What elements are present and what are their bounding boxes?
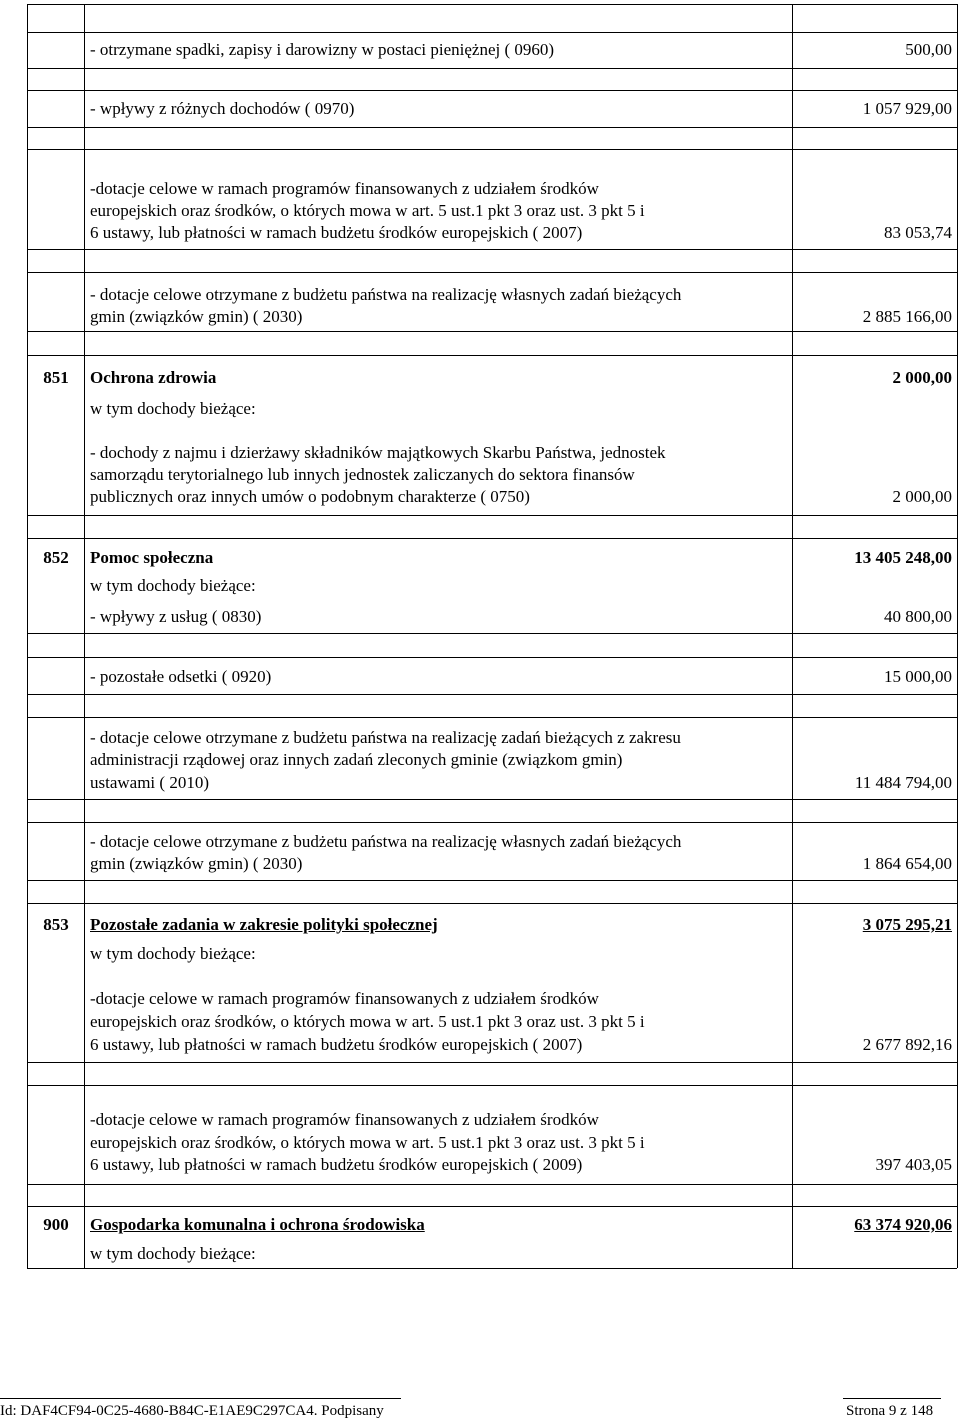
item-description-line: gmin (związków gmin) ( 2030) bbox=[90, 854, 303, 873]
row-divider bbox=[27, 272, 957, 273]
footer-rule-left bbox=[0, 1398, 401, 1399]
row-divider bbox=[27, 68, 957, 69]
item-description-line: 6 ustawy, lub płatności w ramach budżetu środków europejskich ( 2009) bbox=[90, 1155, 583, 1174]
section-code: 853 bbox=[43, 915, 69, 934]
item-description-line: publicznych oraz innych umów o podobnym charakterze ( 0750) bbox=[90, 487, 530, 506]
table-border-right bbox=[957, 4, 958, 1268]
item-amount: 500,00 bbox=[905, 40, 952, 59]
item-description-line: gmin (związków gmin) ( 2030) bbox=[90, 307, 303, 326]
row-divider bbox=[27, 90, 957, 91]
row-divider bbox=[27, 880, 957, 881]
row-divider bbox=[27, 249, 957, 250]
item-description-line: - dotacje celowe otrzymane z budżetu państwa na realizację zadań bieżących z zakresu bbox=[90, 728, 681, 747]
section-title: Pomoc społeczna bbox=[90, 548, 214, 567]
item-description-line: europejskich oraz środków, o których mowa w art. 5 ust.1 pkt 3 oraz ust. 3 pkt 5 i bbox=[90, 201, 645, 220]
footer-rule-right bbox=[843, 1398, 941, 1399]
item-amount: 2 000,00 bbox=[892, 487, 952, 506]
item-description-line: europejskich oraz środków, o których mowa w art. 5 ust.1 pkt 3 oraz ust. 3 pkt 5 i bbox=[90, 1133, 645, 1152]
section-subheading: w tym dochody bieżące: bbox=[90, 399, 256, 418]
section-amount: 63 374 920,06 bbox=[854, 1215, 952, 1234]
item-description-line: - dotacje celowe otrzymane z budżetu państwa na realizację własnych zadań bieżących bbox=[90, 832, 682, 851]
item-amount: 15 000,00 bbox=[884, 667, 952, 686]
table-border-left bbox=[27, 4, 28, 1268]
row-divider bbox=[27, 903, 957, 904]
item-description-line: -dotacje celowe w ramach programów finansowanych z udziałem środków bbox=[90, 989, 599, 1008]
row-divider bbox=[27, 4, 957, 5]
section-title: Ochrona zdrowia bbox=[90, 368, 217, 387]
item-description-line: samorządu terytorialnego lub innych jednostek zaliczanych do sektora finansów bbox=[90, 465, 635, 484]
item-amount: 2 885 166,00 bbox=[862, 307, 952, 326]
row-divider bbox=[27, 633, 957, 634]
item-amount: 1 057 929,00 bbox=[862, 99, 952, 118]
row-divider bbox=[27, 538, 957, 539]
section-amount: 2 000,00 bbox=[892, 368, 952, 387]
row-divider bbox=[27, 1184, 957, 1185]
section-subheading: w tym dochody bieżące: bbox=[90, 1244, 256, 1263]
item-description-line: - dochody z najmu i dzierżawy składników majątkowych Skarbu Państwa, jednostek bbox=[90, 443, 666, 462]
row-divider bbox=[27, 657, 957, 658]
item-amount: 11 484 794,00 bbox=[854, 773, 952, 792]
row-divider bbox=[27, 355, 957, 356]
item-description: - otrzymane spadki, zapisy i darowizny w postaci pieniężnej ( 0960) bbox=[90, 40, 555, 59]
item-amount: 397 403,05 bbox=[875, 1155, 952, 1174]
section-code: 900 bbox=[43, 1215, 69, 1234]
row-divider bbox=[27, 1268, 957, 1269]
section-amount: 3 075 295,21 bbox=[862, 915, 952, 934]
item-description: - pozostałe odsetki ( 0920) bbox=[90, 667, 272, 686]
section-code: 852 bbox=[43, 548, 69, 567]
row-divider bbox=[27, 694, 957, 695]
table-border-code-column bbox=[84, 4, 85, 1268]
item-amount: 2 677 892,16 bbox=[862, 1035, 952, 1054]
row-divider bbox=[27, 149, 957, 150]
row-divider bbox=[27, 717, 957, 718]
row-divider bbox=[27, 799, 957, 800]
row-divider bbox=[27, 1085, 957, 1086]
item-description-line: 6 ustawy, lub płatności w ramach budżetu środków europejskich ( 2007) bbox=[90, 223, 583, 242]
section-amount: 13 405 248,00 bbox=[854, 548, 952, 567]
item-description-line: europejskich oraz środków, o których mowa w art. 5 ust.1 pkt 3 oraz ust. 3 pkt 5 i bbox=[90, 1012, 645, 1031]
row-divider bbox=[27, 32, 957, 33]
item-description-line: -dotacje celowe w ramach programów finansowanych z udziałem środków bbox=[90, 1110, 599, 1129]
item-amount: 83 053,74 bbox=[884, 223, 952, 242]
item-description-line: -dotacje celowe w ramach programów finansowanych z udziałem środków bbox=[90, 179, 599, 198]
footer-page-number: Strona 9 z 148 bbox=[846, 1403, 934, 1419]
row-divider bbox=[27, 822, 957, 823]
table-border-amount-column bbox=[792, 4, 793, 1268]
row-divider bbox=[27, 515, 957, 516]
item-description-line: 6 ustawy, lub płatności w ramach budżetu środków europejskich ( 2007) bbox=[90, 1035, 583, 1054]
section-title: Gospodarka komunalna i ochrona środowiska bbox=[90, 1215, 425, 1234]
item-description-line: administracji rządowej oraz innych zadań zleconych gminie (związkom gmin) bbox=[90, 750, 623, 769]
item-amount: 1 864 654,00 bbox=[862, 854, 952, 873]
row-divider bbox=[27, 1206, 957, 1207]
section-title: Pozostałe zadania w zakresie polityki społecznej bbox=[90, 915, 438, 934]
item-description-line: ustawami ( 2010) bbox=[90, 773, 209, 792]
row-divider bbox=[27, 127, 957, 128]
section-subheading: w tym dochody bieżące: bbox=[90, 576, 256, 595]
item-description: - wpływy z usług ( 0830) bbox=[90, 607, 262, 626]
item-amount: 40 800,00 bbox=[884, 607, 952, 626]
section-subheading: w tym dochody bieżące: bbox=[90, 944, 256, 963]
footer-document-id: Id: DAF4CF94-0C25-4680-B84C-E1AE9C297CA4. Podpisany bbox=[0, 1403, 384, 1419]
item-description-line: - dotacje celowe otrzymane z budżetu państwa na realizację własnych zadań bieżących bbox=[90, 285, 682, 304]
row-divider bbox=[27, 331, 957, 332]
section-code: 851 bbox=[43, 368, 69, 387]
item-description: - wpływy z różnych dochodów ( 0970) bbox=[90, 99, 355, 118]
row-divider bbox=[27, 1062, 957, 1063]
